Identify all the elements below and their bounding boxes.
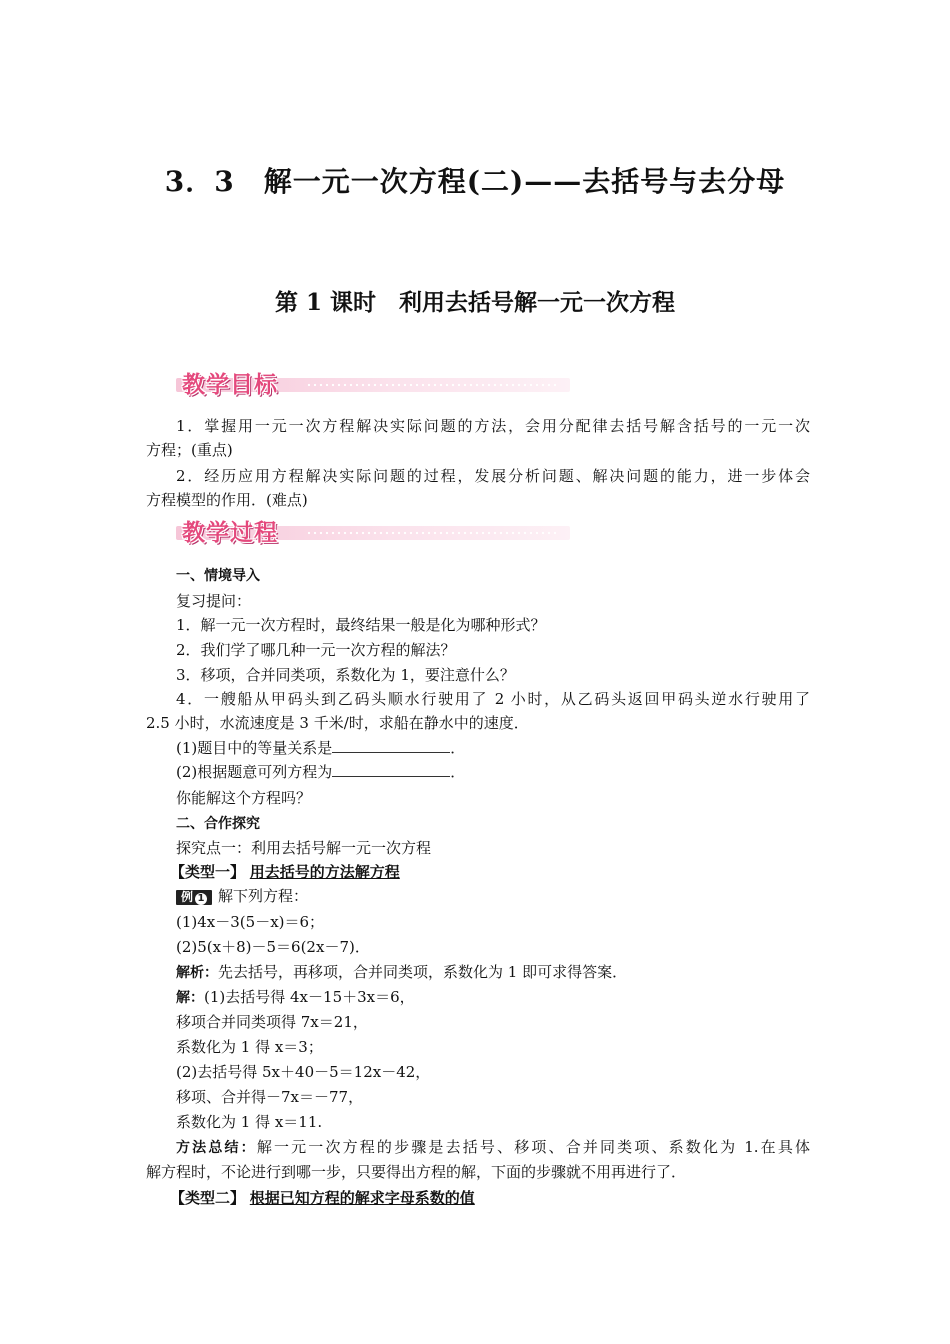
goals-banner bbox=[176, 366, 570, 396]
analysis-text: 先去括号，再移项，合并同类项，系数化为 1 即可求得答案． bbox=[218, 963, 628, 981]
example-prompt-text: 解下列方程： bbox=[218, 887, 309, 905]
solution-step-4: (2)去括号得 5x＋40－5＝12x－42， bbox=[176, 1063, 431, 1081]
type-2-title: 根据已知方程的解求字母系数的值 bbox=[249, 1189, 475, 1207]
goal-1-line-1: 1．掌握用一元一次方程解决实际问题的方法，会用分配律去括号解含括号的一元一次 bbox=[176, 417, 810, 435]
sub-question-1 bbox=[176, 738, 840, 758]
type-2-heading bbox=[170, 1188, 834, 1208]
example-badge: 例 1 bbox=[176, 890, 212, 905]
method-label: 方法总结： bbox=[176, 1140, 257, 1156]
equation-2: (2)5(x＋8)－5＝6(2x－7)． bbox=[176, 938, 370, 956]
solution-step-5: 移项、合并得－7x＝－77， bbox=[176, 1088, 364, 1106]
question-1: 1．解一元一次方程时，最终结果一般是化为哪种形式？ bbox=[176, 616, 546, 634]
ask-question: 你能解这个方程吗？ bbox=[176, 789, 312, 807]
banner-dots bbox=[306, 531, 556, 535]
section-2-heading: 二、合作探究 bbox=[176, 816, 260, 832]
method-summary-line-1 bbox=[176, 1137, 810, 1158]
page-title: 3．3 解一元一次方程(二)——去括号与去分母 bbox=[164, 165, 786, 198]
question-3: 3．移项，合并同类项，系数化为 1，要注意什么？ bbox=[176, 666, 515, 684]
solution-step-3: 系数化为 1 得 x＝3； bbox=[176, 1038, 323, 1056]
review-label: 复习提问： bbox=[176, 592, 252, 610]
process-banner-label: 教学过程 bbox=[182, 520, 278, 546]
goal-2-line-1: 2．经历应用方程解决实际问题的过程，发展分析问题、解决问题的能力，进一步体会 bbox=[176, 467, 810, 485]
goal-1-line-2: 方程；(重点) bbox=[146, 441, 233, 459]
sub-question-2 bbox=[176, 762, 840, 782]
question-4-line-1: 4．一艘船从甲码头到乙码头顺水行驶用了 2 小时，从乙码头返回甲码头逆水行驶用了 bbox=[176, 690, 810, 708]
goal-2-line-2: 方程模型的作用．(难点) bbox=[146, 491, 308, 509]
answer-blank[interactable] bbox=[332, 738, 450, 753]
lesson-title: 第 1 课时 利用去括号解一元一次方程 bbox=[274, 289, 676, 316]
analysis bbox=[176, 962, 840, 983]
type-1-tag: 【类型一】 bbox=[170, 863, 246, 881]
method-summary-line-2: 解方程时，不论进行到哪一步，只要得出方程的解，下面的步骤就不用再进行了． bbox=[146, 1163, 687, 1181]
type-1-heading bbox=[170, 862, 834, 882]
solution-step-2: 移项合并同类项得 7x＝21， bbox=[176, 1013, 368, 1031]
period: ． bbox=[450, 739, 466, 757]
answer-blank[interactable] bbox=[332, 762, 450, 777]
equation-1: (1)4x－3(5－x)＝6； bbox=[176, 913, 325, 931]
sub-question-2-text: (2)根据题意可列方程为 bbox=[176, 763, 333, 781]
solution-step-6: 系数化为 1 得 x＝11. bbox=[176, 1113, 323, 1131]
period: ． bbox=[450, 763, 466, 781]
process-banner bbox=[176, 514, 570, 544]
goals-banner-label: 教学目标 bbox=[182, 372, 278, 398]
question-4-line-2: 2.5 小时，水流速度是 3 千米/时，求船在静水中的速度． bbox=[146, 714, 529, 732]
type-1-title: 用去括号的方法解方程 bbox=[249, 863, 400, 881]
solution-step-1-text: (1)去括号得 4x－15＋3x＝6， bbox=[204, 988, 415, 1006]
banner-dots bbox=[306, 383, 556, 387]
section-1-heading: 一、情境导入 bbox=[176, 568, 260, 584]
analysis-label: 解析： bbox=[176, 965, 218, 981]
sub-question-1-text: (1)题目中的等量关系是 bbox=[176, 739, 333, 757]
example-1-prompt bbox=[176, 886, 840, 906]
solution-label: 解： bbox=[176, 990, 204, 1006]
explore-point-1: 探究点一：利用去括号解一元一次方程 bbox=[176, 839, 432, 857]
question-2: 2．我们学了哪几种一元一次方程的解法？ bbox=[176, 641, 456, 659]
solution-step-1 bbox=[176, 987, 840, 1008]
method-text-1: 解一元一次方程的步骤是去括号、移项、合并同类项、系数化为 1.在具体 bbox=[256, 1138, 811, 1156]
type-2-tag: 【类型二】 bbox=[170, 1189, 246, 1207]
